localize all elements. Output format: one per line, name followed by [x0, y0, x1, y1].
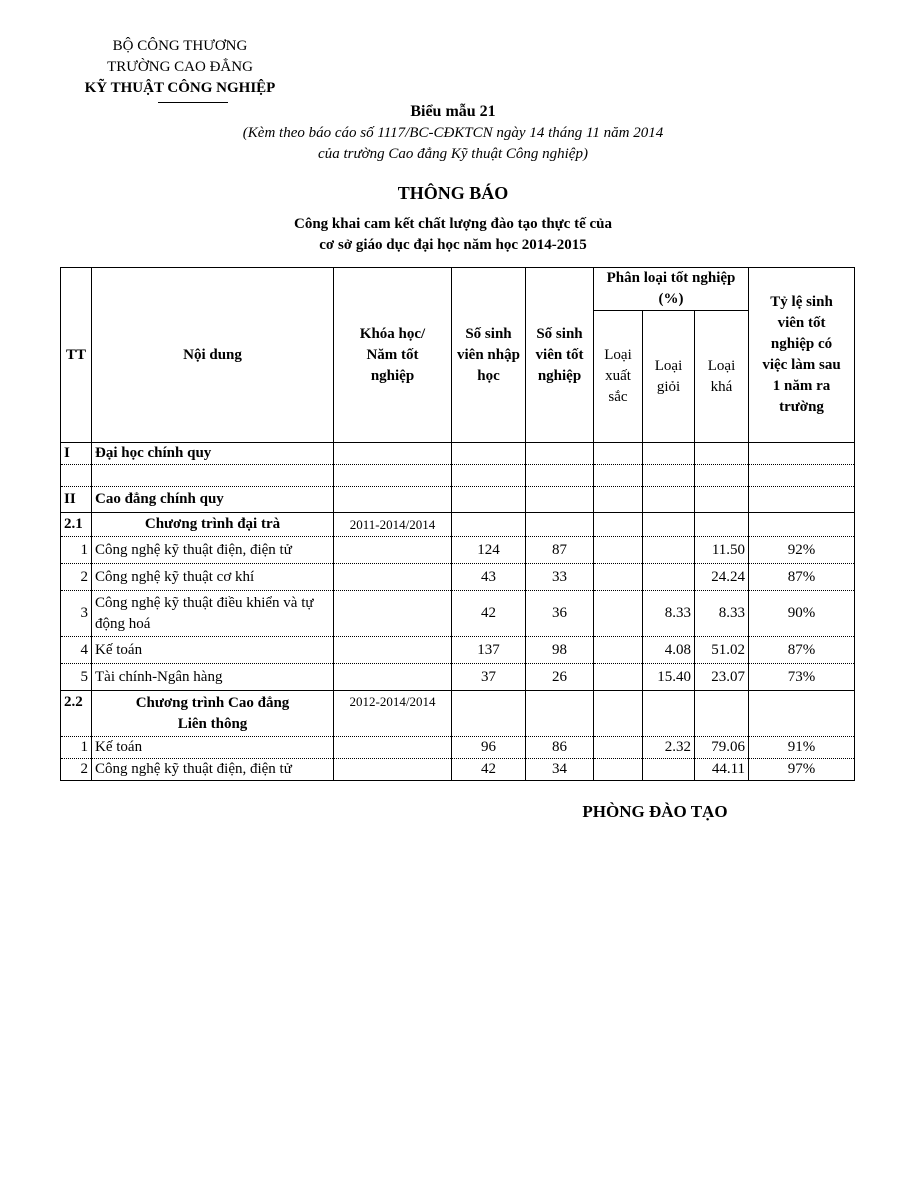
table-cell-rate: 90% — [749, 591, 855, 637]
header-employment-rate: Tỷ lệ sinh viên tốt nghiệp có việc làm sau 1 năm ra trường — [749, 268, 855, 443]
table-cell-course — [334, 759, 452, 781]
table-cell-rate: 97% — [749, 759, 855, 781]
table-cell-very-good: 15.40 — [643, 664, 695, 691]
table-cell-excellent — [594, 637, 643, 664]
table-cell-very-good: 4.08 — [643, 637, 695, 664]
header-content: Nội dung — [92, 268, 334, 443]
table-cell-course — [334, 591, 452, 637]
header-very-good: Loại giỏi — [643, 311, 695, 443]
table-cell-tt — [61, 465, 92, 487]
table-cell-rate: 73% — [749, 664, 855, 691]
table-cell-content: Công nghệ kỹ thuật điều khiển và tự động hoá — [92, 591, 334, 637]
table-cell-enrolled: 124 — [452, 537, 526, 564]
table-cell-content: Kế toán — [92, 637, 334, 664]
header-excellent: Loại xuất sắc — [594, 311, 643, 443]
table-cell-graduated: 98 — [526, 637, 594, 664]
table-cell-very-good: 2.32 — [643, 737, 695, 759]
document-subtitle-line1: Công khai cam kết chất lượng đào tạo thực tế của — [294, 216, 612, 232]
document-subtitle-line2: cơ sở giáo dục đại học năm học 2014-2015 — [319, 237, 587, 253]
table-cell-content: Cao đẳng chính quy — [92, 487, 334, 513]
table-cell-course — [334, 564, 452, 591]
table-cell-graduated — [526, 487, 594, 513]
table-cell-graduated: 87 — [526, 537, 594, 564]
table-cell-content: Công nghệ kỹ thuật cơ khí — [92, 564, 334, 591]
signature-department: PHÒNG ĐÀO TẠO — [582, 802, 728, 821]
table-cell-tt: 1 — [61, 537, 92, 564]
table-cell-content: Đại học chính quy — [92, 443, 334, 465]
table-cell-enrolled: 37 — [452, 664, 526, 691]
table-cell-enrolled: 43 — [452, 564, 526, 591]
table-cell-course: 2011-2014/2014 — [334, 513, 452, 537]
table-cell-good — [695, 443, 749, 465]
table-cell-rate — [749, 443, 855, 465]
table-cell-excellent — [594, 759, 643, 781]
table-cell-excellent — [594, 487, 643, 513]
table-cell-content: Kế toán — [92, 737, 334, 759]
table-cell-rate: 87% — [749, 564, 855, 591]
table-cell-enrolled — [452, 487, 526, 513]
header-graduated: Số sinh viên tốt nghiệp — [526, 268, 594, 443]
table-cell-rate — [749, 691, 855, 737]
table-cell-content: Chương trình đại trà — [92, 513, 334, 537]
table-cell-tt: 4 — [61, 637, 92, 664]
training-quality-table — [60, 267, 855, 781]
table-cell-excellent — [594, 737, 643, 759]
table-cell-enrolled: 42 — [452, 591, 526, 637]
reference-line2: của trường Cao đẳng Kỹ thuật Công nghiệp) — [318, 146, 588, 162]
reference-line1: (Kèm theo báo cáo số 1117/BC-CĐKTCN ngày 14 tháng 11 năm 2014 — [242, 125, 664, 141]
table-cell-very-good — [643, 564, 695, 591]
school-name-line2: KỸ THUẬT CÔNG NGHIỆP — [84, 80, 276, 96]
table-cell-content: Công nghệ kỹ thuật điện, điện tử — [92, 537, 334, 564]
table-cell-excellent — [594, 691, 643, 737]
table-cell-tt: 2.1 — [61, 513, 92, 537]
table-cell-rate — [749, 487, 855, 513]
table-cell-course — [334, 637, 452, 664]
ministry-name: BỘ CÔNG THƯƠNG — [112, 38, 248, 54]
table-cell-good: 51.02 — [695, 637, 749, 664]
header-enrolled: Số sinh viên nhập học — [452, 268, 526, 443]
table-cell-tt: 2 — [61, 564, 92, 591]
table-cell-good: 24.24 — [695, 564, 749, 591]
table-cell-good — [695, 513, 749, 537]
table-cell-content: Tài chính-Ngân hàng — [92, 664, 334, 691]
table-cell-good: 44.11 — [695, 759, 749, 781]
table-cell-rate: 87% — [749, 637, 855, 664]
table-cell-content: Chương trình Cao đẳng Liên thông — [92, 691, 334, 737]
table-cell-enrolled: 137 — [452, 637, 526, 664]
table-cell-excellent — [594, 537, 643, 564]
table-cell-excellent — [594, 564, 643, 591]
table-cell-good: 8.33 — [695, 591, 749, 637]
table-cell-very-good — [643, 691, 695, 737]
header-good: Loại khá — [695, 311, 749, 443]
table-cell-tt: 2.2 — [61, 691, 92, 737]
table-cell-enrolled — [452, 465, 526, 487]
table-cell-graduated — [526, 513, 594, 537]
table-cell-good: 23.07 — [695, 664, 749, 691]
form-label: Biểu mẫu 21 — [410, 103, 496, 120]
table-cell-graduated — [526, 465, 594, 487]
table-cell-enrolled: 42 — [452, 759, 526, 781]
table-cell-rate: 92% — [749, 537, 855, 564]
table-cell-tt: 2 — [61, 759, 92, 781]
table-cell-good — [695, 487, 749, 513]
table-cell-rate — [749, 465, 855, 487]
table-cell-graduated: 34 — [526, 759, 594, 781]
header-tt: TT — [61, 268, 92, 443]
table-cell-graduated: 26 — [526, 664, 594, 691]
table-cell-excellent — [594, 513, 643, 537]
table-cell-course — [334, 443, 452, 465]
table-cell-graduated — [526, 691, 594, 737]
table-cell-tt: 1 — [61, 737, 92, 759]
table-cell-rate: 91% — [749, 737, 855, 759]
table-cell-excellent — [594, 664, 643, 691]
table-cell-very-good: 8.33 — [643, 591, 695, 637]
table-cell-enrolled — [452, 691, 526, 737]
table-cell-course — [334, 664, 452, 691]
table-cell-excellent — [594, 465, 643, 487]
header-course: Khóa học/ Năm tốt nghiệp — [334, 268, 452, 443]
table-cell-course — [334, 465, 452, 487]
table-cell-very-good — [643, 537, 695, 564]
table-cell-enrolled — [452, 513, 526, 537]
table-cell-excellent — [594, 443, 643, 465]
table-cell-tt: II — [61, 487, 92, 513]
table-cell-good: 79.06 — [695, 737, 749, 759]
table-cell-very-good — [643, 487, 695, 513]
school-name-line1: TRƯỜNG CAO ĐẲNG — [107, 59, 253, 75]
table-cell-good: 11.50 — [695, 537, 749, 564]
table-cell-rate — [749, 513, 855, 537]
table-cell-very-good — [643, 465, 695, 487]
table-cell-graduated — [526, 443, 594, 465]
table-cell-good — [695, 691, 749, 737]
table-cell-graduated: 86 — [526, 737, 594, 759]
table-cell-very-good — [643, 443, 695, 465]
table-cell-good — [695, 465, 749, 487]
table-cell-tt: 5 — [61, 664, 92, 691]
table-cell-tt: I — [61, 443, 92, 465]
table-cell-graduated: 36 — [526, 591, 594, 637]
table-cell-enrolled: 96 — [452, 737, 526, 759]
table-cell-content: Công nghệ kỹ thuật điện, điện tử — [92, 759, 334, 781]
table-cell-tt: 3 — [61, 591, 92, 637]
table-cell-course — [334, 737, 452, 759]
header-classification: Phân loại tốt nghiệp (%) — [594, 268, 749, 311]
table-cell-course: 2012-2014/2014 — [334, 691, 452, 737]
table-cell-enrolled — [452, 443, 526, 465]
table-cell-excellent — [594, 591, 643, 637]
table-cell-course — [334, 537, 452, 564]
table-cell-very-good — [643, 513, 695, 537]
table-cell-graduated: 33 — [526, 564, 594, 591]
document-title: THÔNG BÁO — [397, 183, 509, 203]
table-cell-course — [334, 487, 452, 513]
table-cell-very-good — [643, 759, 695, 781]
table-cell-content — [92, 465, 334, 487]
